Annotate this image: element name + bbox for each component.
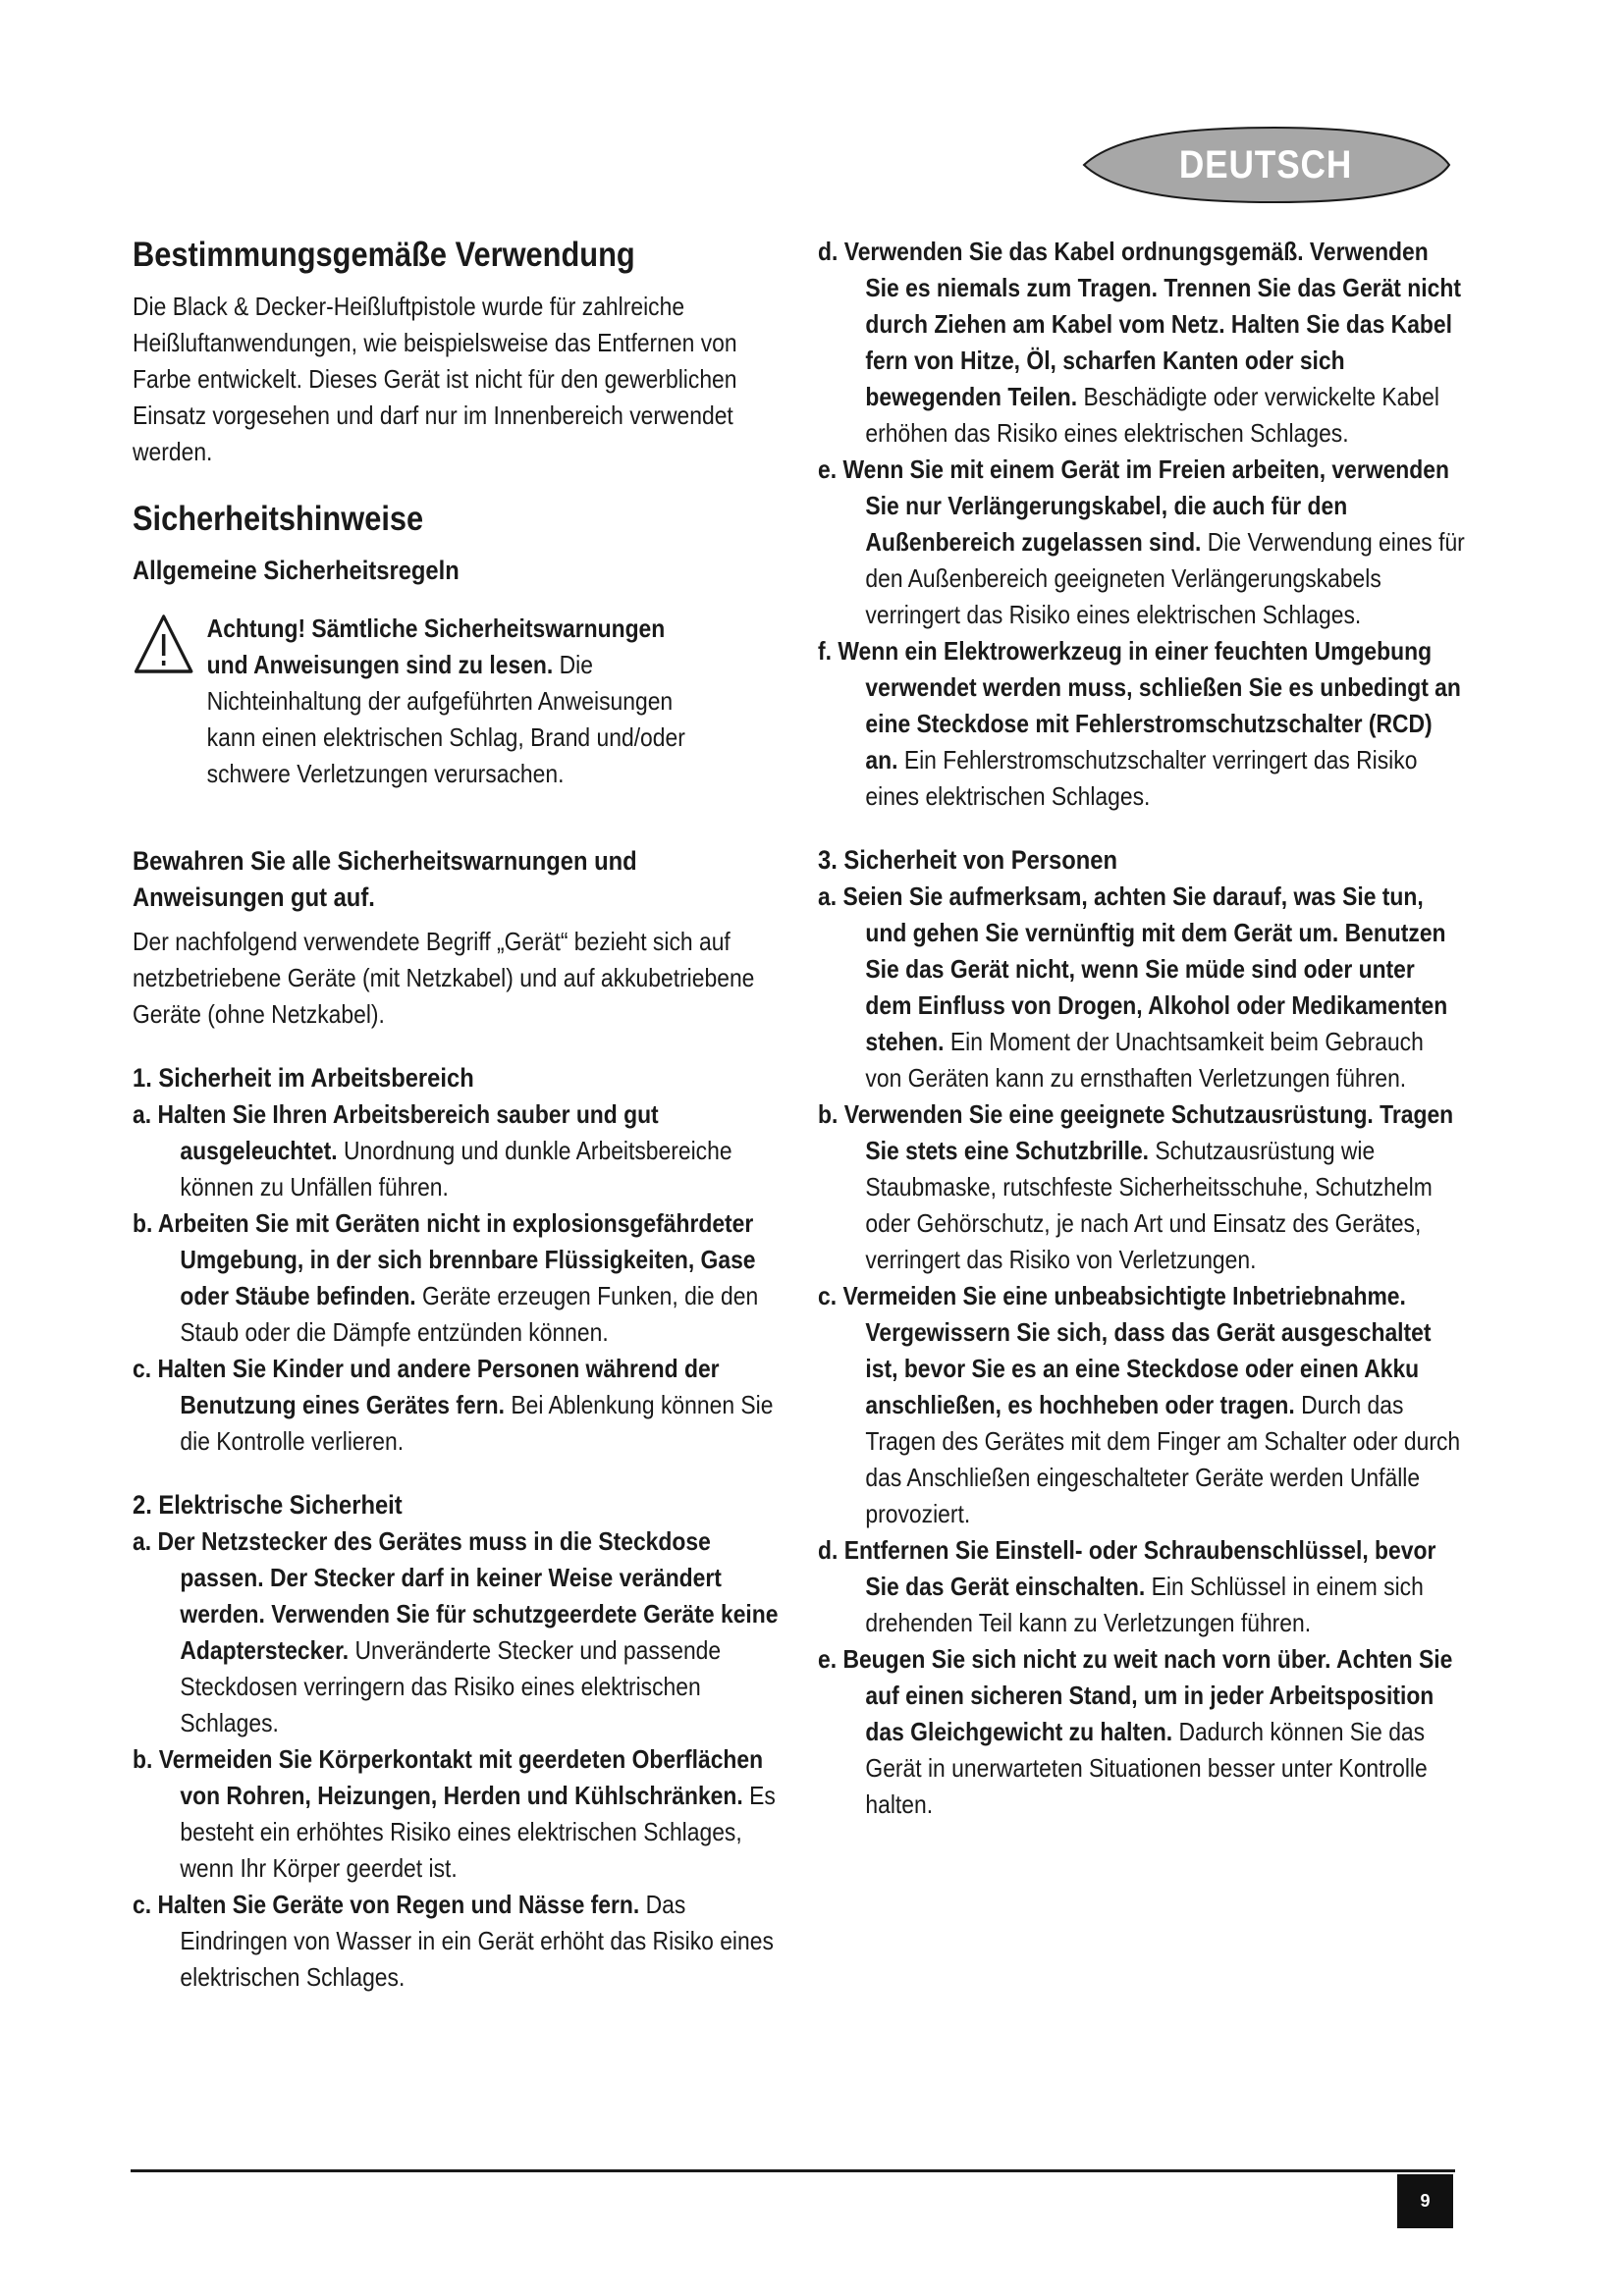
personal-item-b-text: Schutzausrüstung wie Staubmaske, rutschfeste Sicherheitsschuhe, Schutzhelm oder Gehörschutz, je nach Art und Einsatz des Gerätes, verringert das Risiko von Verletzungen. — [865, 1136, 1433, 1274]
work-area-item-b — [133, 1205, 781, 1351]
electrical-item-c-text: Das Eindringen von Wasser in ein Gerät erhöht das Risiko eines elektrischen Schlages. — [180, 1890, 774, 1992]
electrical-item-b — [133, 1741, 781, 1887]
electrical-item-d-text: Beschädigte oder verwickelte Kabel erhöhen das Risiko eines elektrischen Schlages. — [865, 382, 1439, 448]
personal-item-d — [818, 1532, 1466, 1641]
intended-use-text: Die Black & Decker-Heißluftpistole wurde für zahlreiche Heißluftanwendungen, wie beispielsweise das Entfernen von Farbe entwickelt. Dieses Gerät ist nicht für den gewerblichen Einsatz vorgesehen und darf nur im Innenbereich verwendet werden. — [133, 292, 737, 466]
warning-bold: Achtung! Sämtliche Sicherheitswarnungen und Anweisungen sind zu lesen. — [206, 614, 666, 679]
warning-text — [207, 611, 708, 792]
electrical-item-d — [818, 234, 1466, 452]
electrical-title: 2. Elektrische Sicherheit — [133, 1490, 403, 1520]
electrical-item-a — [133, 1523, 781, 1741]
personal-item-b-bold: b. Verwenden Sie eine geeignete Schutzausrüstung. Tragen Sie stets eine Schutzbrille. — [818, 1099, 1454, 1165]
personal-item-c-bold: c. Vermeiden Sie eine unbeabsichtigte Inbetriebnahme. Vergewissern Sie sich, dass das Gerät ausgeschaltet ist, bevor Sie es an eine Steckdose oder einen Akku anschließen, es hochheben oder tragen. — [818, 1281, 1432, 1419]
work-area-item-a — [133, 1096, 781, 1205]
safety-title: Sicherheitshinweise — [133, 500, 424, 538]
general-safety-title: Allgemeine Sicherheitsregeln — [133, 556, 460, 585]
electrical-item-e-bold: e. Wenn Sie mit einem Gerät im Freien arbeiten, verwenden Sie nur Verlängerungskabel, die auch für den Außenbereich zugelassen sind. — [818, 454, 1449, 557]
electrical-item-f-text: Ein Fehlerstromschutzschalter verringert das Risiko eines elektrischen Schlages. — [865, 745, 1418, 811]
personal-item-d-text: Ein Schlüssel in einem sich drehenden Teil kann zu Verletzungen führen. — [865, 1572, 1424, 1637]
electrical-item-e-text: Die Verwendung eines für den Außenbereich geeigneten Verlängerungskabels verringert das Risiko eines elektrischen Schlages. — [865, 527, 1465, 629]
personal-item-e-bold: e. Beugen Sie sich nicht zu weit nach vorn über. Achten Sie auf einen sicheren Stand, um in jeder Arbeitsposition das Gleichgewicht zu halten. — [818, 1644, 1453, 1746]
electrical-item-d-bold: d. Verwenden Sie das Kabel ordnungsgemäß. Verwenden Sie es niemals zum Tragen. Trennen Sie das Gerät nicht durch Ziehen am Kabel vom Netz. Halten Sie das Kabel fern von Hitze, Öl, scharfen Kanten oder sich bewegenden Teilen. — [818, 237, 1461, 411]
work-area-item-c-text: Bei Ablenkung können Sie die Kontrolle verlieren. — [180, 1390, 774, 1456]
work-area-item-c-bold: c. Halten Sie Kinder und andere Personen während der Benutzung eines Gerätes fern. — [133, 1354, 720, 1419]
personal-item-d-bold: d. Entfernen Sie Einstell- oder Schraubenschlüssel, bevor Sie das Gerät einschalten. — [818, 1535, 1436, 1601]
electrical-item-b-bold: b. Vermeiden Sie Körperkontakt mit geerdeten Oberflächen von Rohren, Heizungen, Herden und Kühlschränken. — [133, 1744, 764, 1810]
personal-safety-title: 3. Sicherheit von Personen — [818, 845, 1118, 875]
work-area-item-a-bold: a. Halten Sie Ihren Arbeitsbereich sauber und gut ausgeleuchtet. — [133, 1099, 659, 1165]
personal-item-a — [818, 879, 1466, 1096]
footer-rule — [131, 2169, 1455, 2172]
language-tab-label: DEUTSCH — [1178, 142, 1353, 187]
page-number: 9 — [1397, 2174, 1453, 2228]
work-area-item-a-text: Unordnung und dunkle Arbeitsbereiche können zu Unfällen führen. — [180, 1136, 732, 1201]
left-column — [133, 234, 781, 1996]
keep-instructions-title: Bewahren Sie alle Sicherheitswarnungen und Anweisungen gut auf. — [133, 846, 637, 912]
term-definition-text: Der nachfolgend verwendete Begriff „Gerät“ bezieht sich auf netzbetriebene Geräte (mit Netzkabel) und auf akkubetriebene Geräte (ohne Netzkabel). — [133, 927, 755, 1029]
work-area-item-b-bold: b. Arbeiten Sie mit Geräten nicht in explosionsgefährdeter Umgebung, in der sich brennbare Flüssigkeiten, Gase oder Stäube befinden. — [133, 1208, 756, 1310]
right-column — [818, 234, 1466, 1823]
electrical-item-b-text: Es besteht ein erhöhtes Risiko eines elektrischen Schlages, wenn Ihr Körper geerdet ist. — [180, 1781, 776, 1883]
electrical-item-c — [133, 1887, 781, 1996]
electrical-item-f-bold: f. Wenn ein Elektrowerkzeug in einer feuchten Umgebung verwendet werden muss, schließen Sie es unbedingt an eine Steckdose mit Fehlerstromschutzschalter (RCD) an. — [818, 636, 1461, 774]
personal-item-e-text: Dadurch können Sie das Gerät in unerwarteten Situationen besser unter Kontrolle halten. — [865, 1717, 1428, 1819]
personal-item-b — [818, 1096, 1466, 1278]
personal-item-c-text: Durch das Tragen des Gerätes mit dem Finger am Schalter oder durch das Anschließen eingeschalteter Geräte werden Unfälle provoziert. — [865, 1390, 1461, 1528]
warning-triangle-icon — [133, 611, 194, 679]
electrical-item-a-text: Unveränderte Stecker und passende Steckdosen verringern das Risiko eines elektrischen Schlages. — [180, 1635, 722, 1737]
work-area-item-c — [133, 1351, 781, 1460]
language-tab — [1078, 126, 1453, 204]
personal-item-e — [818, 1641, 1466, 1823]
intended-use-title: Bestimmungsgemäße Verwendung — [133, 236, 635, 274]
work-area-item-b-text: Geräte erzeugen Funken, die den Staub oder die Dämpfe entzünden können. — [180, 1281, 759, 1347]
electrical-item-e — [818, 452, 1466, 633]
personal-item-a-text: Ein Moment der Unachtsamkeit beim Gebrauch von Geräten kann zu ernsthaften Verletzungen führen. — [865, 1027, 1424, 1093]
warning-body: Die Nichteinhaltung der aufgeführten Anweisungen kann einen elektrischen Schlag, Brand und/oder schwere Verletzungen verursachen. — [206, 650, 685, 788]
personal-item-a-bold: a. Seien Sie aufmerksam, achten Sie darauf, was Sie tun, und gehen Sie vernünftig mit dem Gerät um. Benutzen Sie das Gerät nicht, wenn Sie müde sind oder unter dem Einfluss von Drogen, Alkohol oder Medikamenten stehen. — [818, 881, 1448, 1056]
electrical-item-f — [818, 633, 1466, 815]
work-area-title: 1. Sicherheit im Arbeitsbereich — [133, 1063, 474, 1093]
personal-item-c — [818, 1278, 1466, 1532]
electrical-item-a-bold: a. Der Netzstecker des Gerätes muss in die Steckdose passen. Der Stecker darf in keiner Weise verändert werden. Verwenden Sie für schutzgeerdete Geräte keine Adapterstecker. — [133, 1526, 779, 1665]
warning-block — [133, 611, 781, 792]
electrical-item-c-bold: c. Halten Sie Geräte von Regen und Nässe fern. — [133, 1890, 640, 1919]
